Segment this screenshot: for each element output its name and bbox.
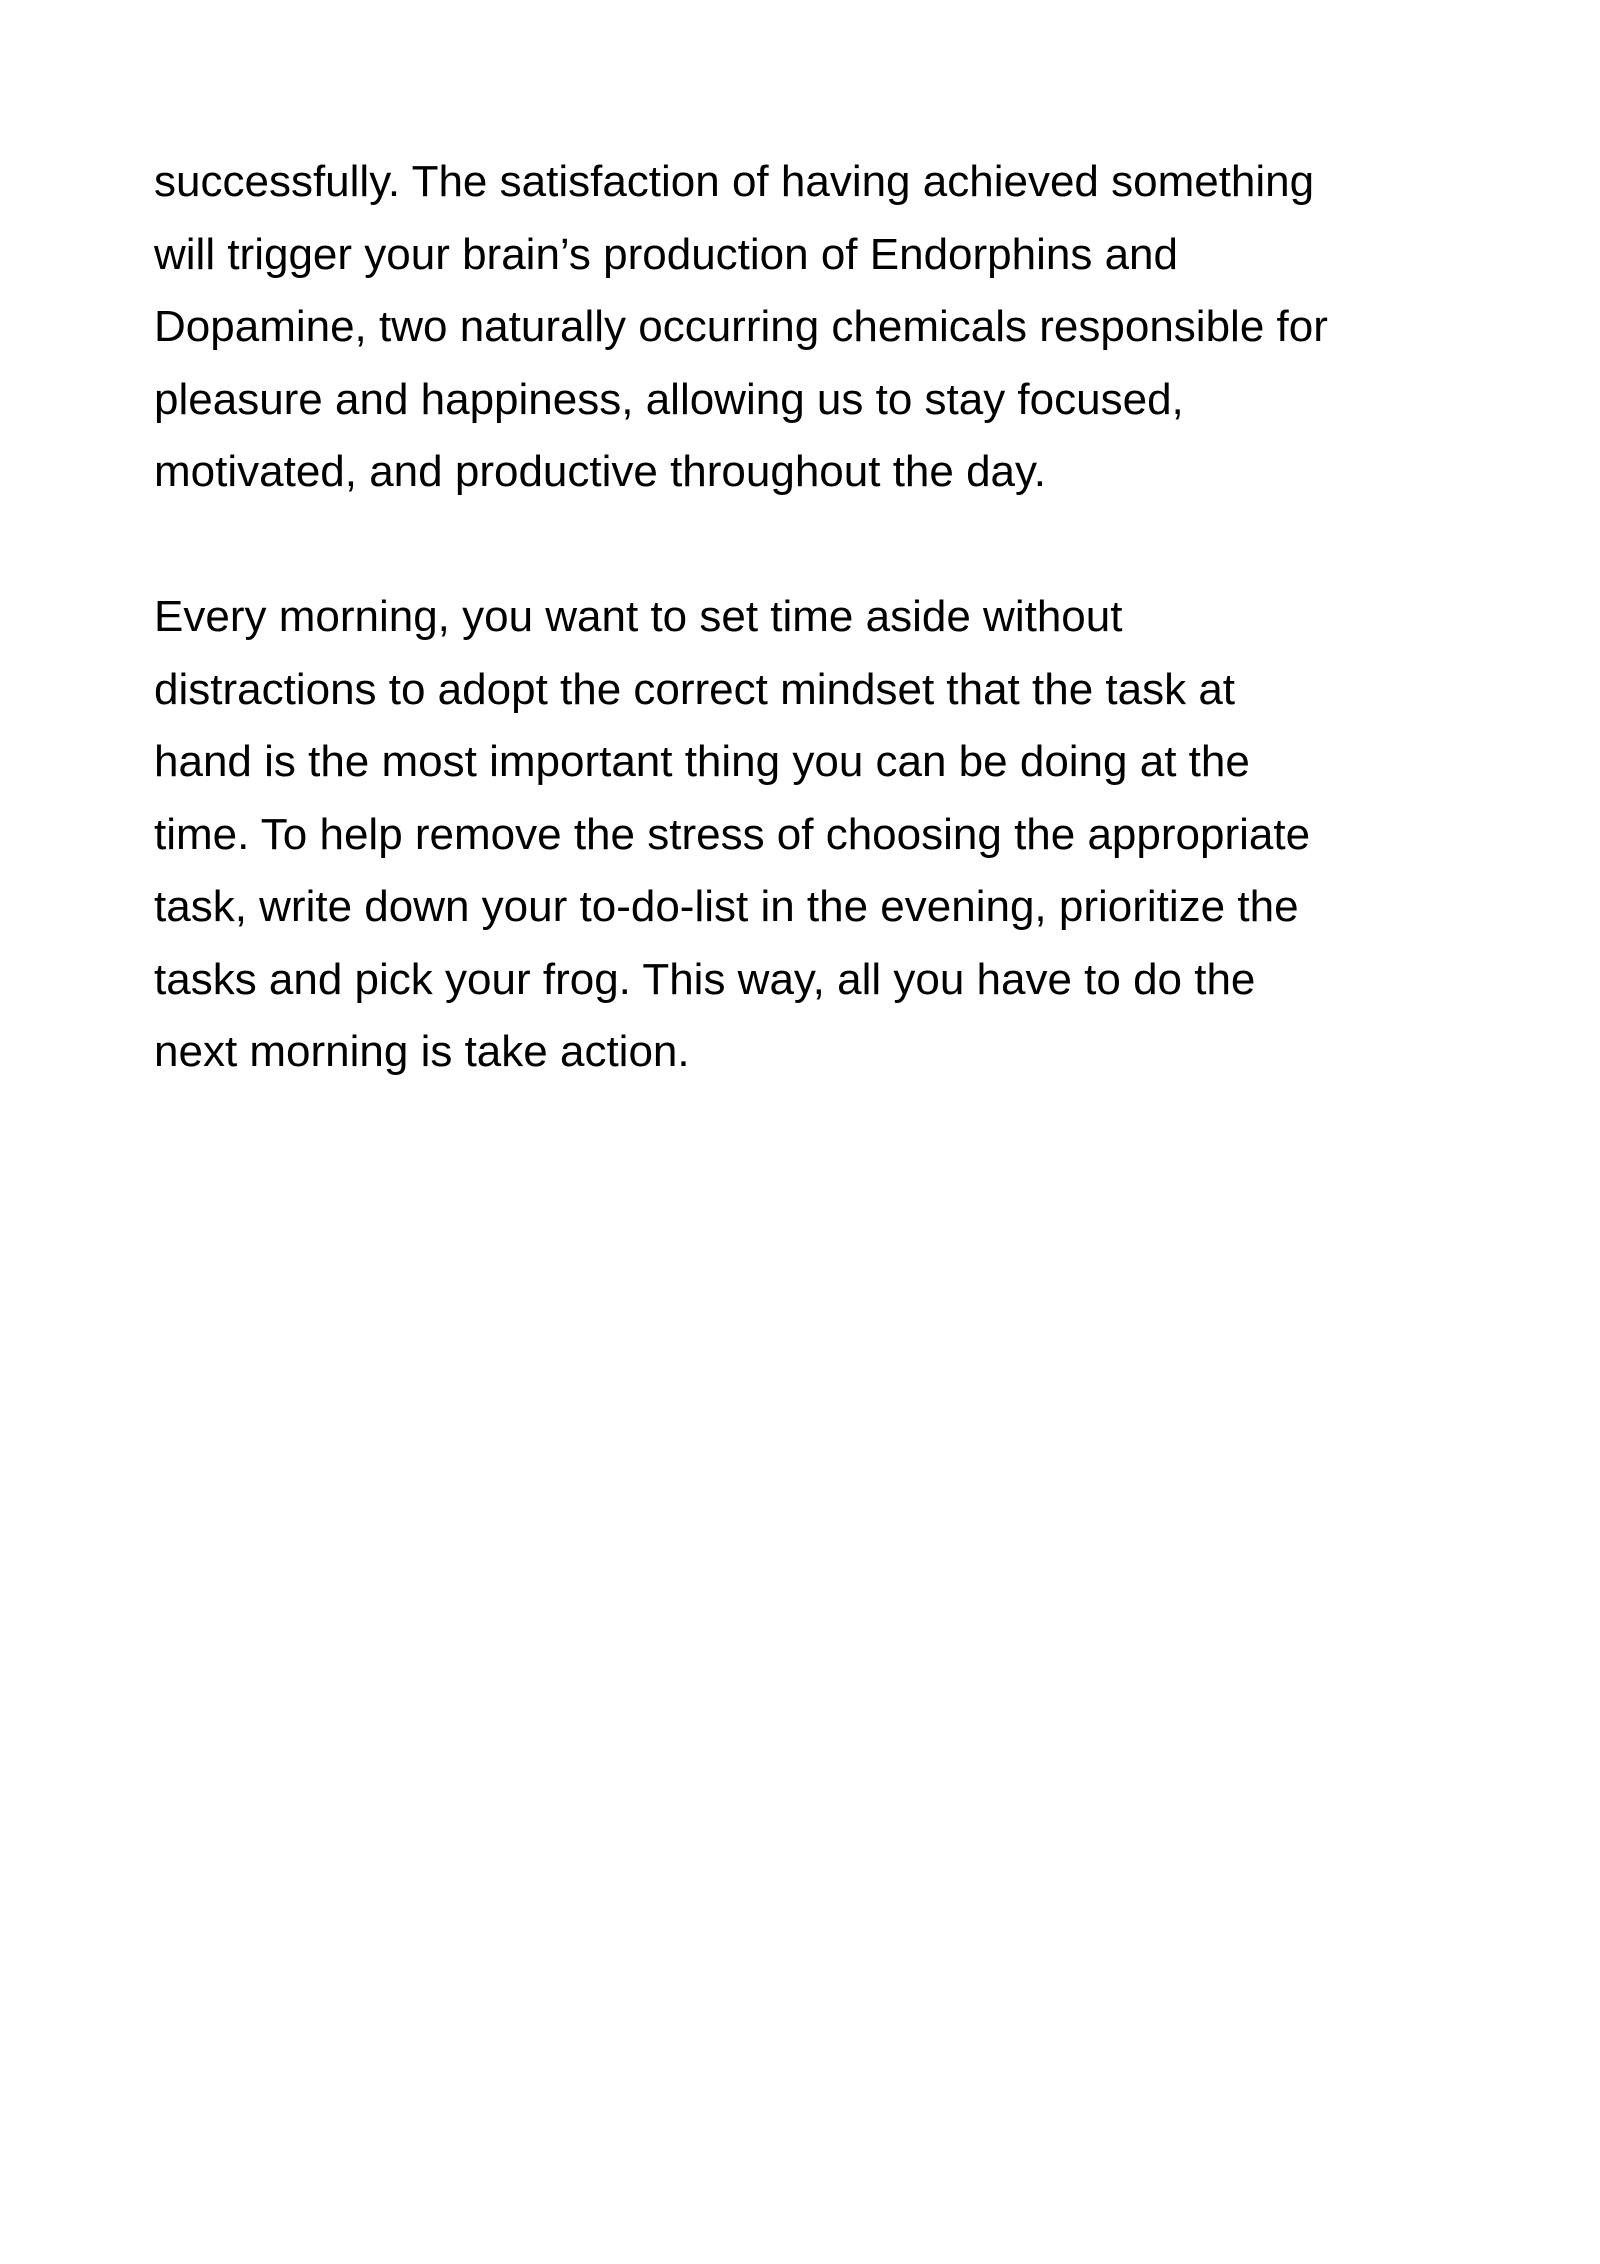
body-text bbox=[154, 146, 1454, 1089]
paragraph-2 bbox=[154, 581, 1454, 1089]
text-line: hand is the most important thing you can be doing at the bbox=[154, 737, 1250, 786]
text-line: next morning is take action. bbox=[154, 1027, 690, 1076]
text-line: motivated, and productive throughout the day. bbox=[154, 447, 1046, 496]
text-line: will trigger your brain’s production of Endorphins and bbox=[154, 229, 1178, 279]
text-line: distractions to adopt the correct mindset that the task at bbox=[154, 664, 1236, 714]
text-line: Every morning, you want to set time aside without bbox=[154, 592, 1123, 641]
text-line: successfully. The satisfaction of having achieved something bbox=[154, 157, 1315, 206]
paragraph-1 bbox=[154, 146, 1454, 509]
text-line: time. To help remove the stress of choosing the appropriate bbox=[154, 809, 1311, 859]
text-line: pleasure and happiness, allowing us to stay focused, bbox=[154, 374, 1184, 424]
text-line: tasks and pick your frog. This way, all you have to do the bbox=[154, 954, 1256, 1004]
text-line: task, write down your to-do-list in the evening, prioritize the bbox=[154, 882, 1299, 931]
text-line: Dopamine, two naturally occurring chemicals responsible for bbox=[154, 302, 1328, 351]
